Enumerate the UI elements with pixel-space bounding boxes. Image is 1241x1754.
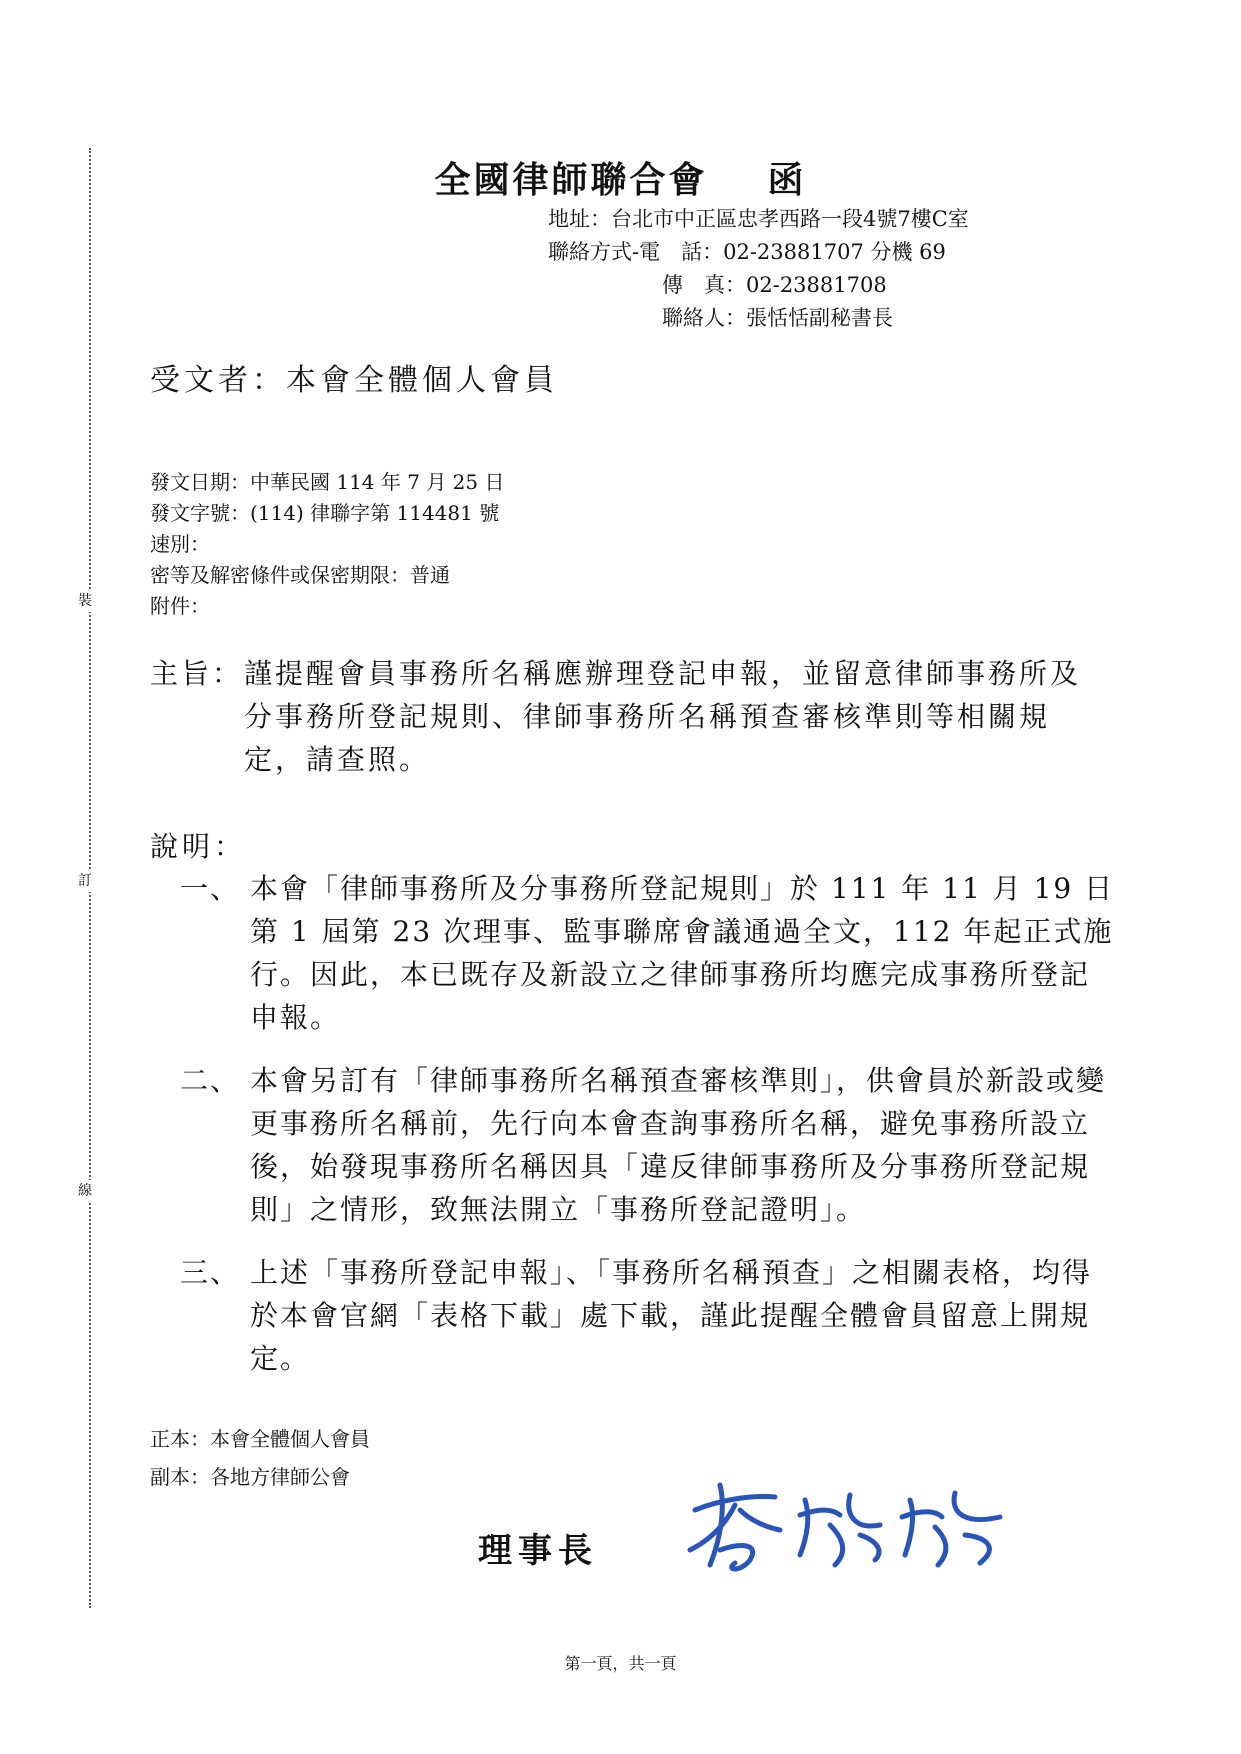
subject-label: 主旨： xyxy=(150,657,244,690)
organization-name: 全國律師聯合會 xyxy=(434,159,708,201)
contact-block xyxy=(548,203,969,335)
description-item xyxy=(180,867,1115,1039)
handwritten-signature xyxy=(680,1455,1040,1585)
chairman-title: 理事長 xyxy=(478,1531,598,1571)
contact-address: 地址：台北市中正區忠孝西路一段4號7樓C室 xyxy=(548,207,969,231)
security-level: 密等及解密條件或保密期限：普通 xyxy=(150,563,450,587)
item-number: 一、 xyxy=(180,872,241,905)
meta-block xyxy=(150,467,505,622)
description-label: 說明： xyxy=(150,830,247,863)
binding-mark-zhuang: 裝 xyxy=(78,590,92,612)
speed-class: 速別： xyxy=(150,532,210,556)
subject-section xyxy=(150,652,1100,781)
contact-fax: 傳 真：02-23881708 xyxy=(662,273,887,297)
original-recipient: 正本：本會全體個人會員 xyxy=(150,1427,370,1451)
binding-mark-ding: 訂 xyxy=(78,870,92,892)
subject-text: 謹提醒會員事務所名稱應辦理登記申報，並留意律師事務所及分事務所登記規則、律師事務所名稱預查審核準則等相關規定，請查照。 xyxy=(244,657,1082,776)
recipient: 受文者：本會全體個人會員 xyxy=(150,363,558,398)
document-title xyxy=(0,152,1241,203)
item-text: 本會另訂有「律師事務所名稱預查審核準則」，供會員於新設或變更事務所名稱前，先行向本會查詢事務所名稱，避免事務所設立後，始發現事務所名稱因具「違反律師事務所及分事務所登記規則」之情形，致無法開立「事務所登記證明」。 xyxy=(250,1064,1107,1226)
description-item xyxy=(180,1059,1115,1231)
binding-mark-xian: 線 xyxy=(78,1180,92,1202)
contact-person: 聯絡人：張恬恬副秘書長 xyxy=(662,306,893,330)
item-text: 上述「事務所登記申報」、「事務所名稱預查」之相關表格，均得於本會官網「表格下載」處下載，謹此提醒全體會員留意上開規定。 xyxy=(250,1256,1093,1375)
item-text: 本會「律師事務所及分事務所登記規則」於 111 年 11 月 19 日第 1 屆第 23 次理事、監事聯席會議通過全文，112 年起正式施行。因此，本已既存及新設立之律師事務所均應完成事務所登記申報。 xyxy=(250,872,1115,1034)
attachments: 附件： xyxy=(150,594,210,618)
description-item xyxy=(180,1251,1115,1380)
item-number: 三、 xyxy=(180,1256,241,1289)
issue-date: 發文日期：中華民國 114 年 7 月 25 日 xyxy=(150,470,505,494)
issue-number: 發文字號：(114) 律聯字第 114481 號 xyxy=(150,501,500,525)
page-footer: 第一頁，共一頁 xyxy=(564,1654,677,1673)
copies-block xyxy=(150,1420,370,1496)
copy-recipient: 副本：各地方律師公會 xyxy=(150,1465,350,1489)
document-type: 函 xyxy=(767,159,807,201)
item-number: 二、 xyxy=(180,1064,241,1097)
contact-phone: 聯絡方式-電 話：02-23881707 分機 69 xyxy=(548,240,946,264)
